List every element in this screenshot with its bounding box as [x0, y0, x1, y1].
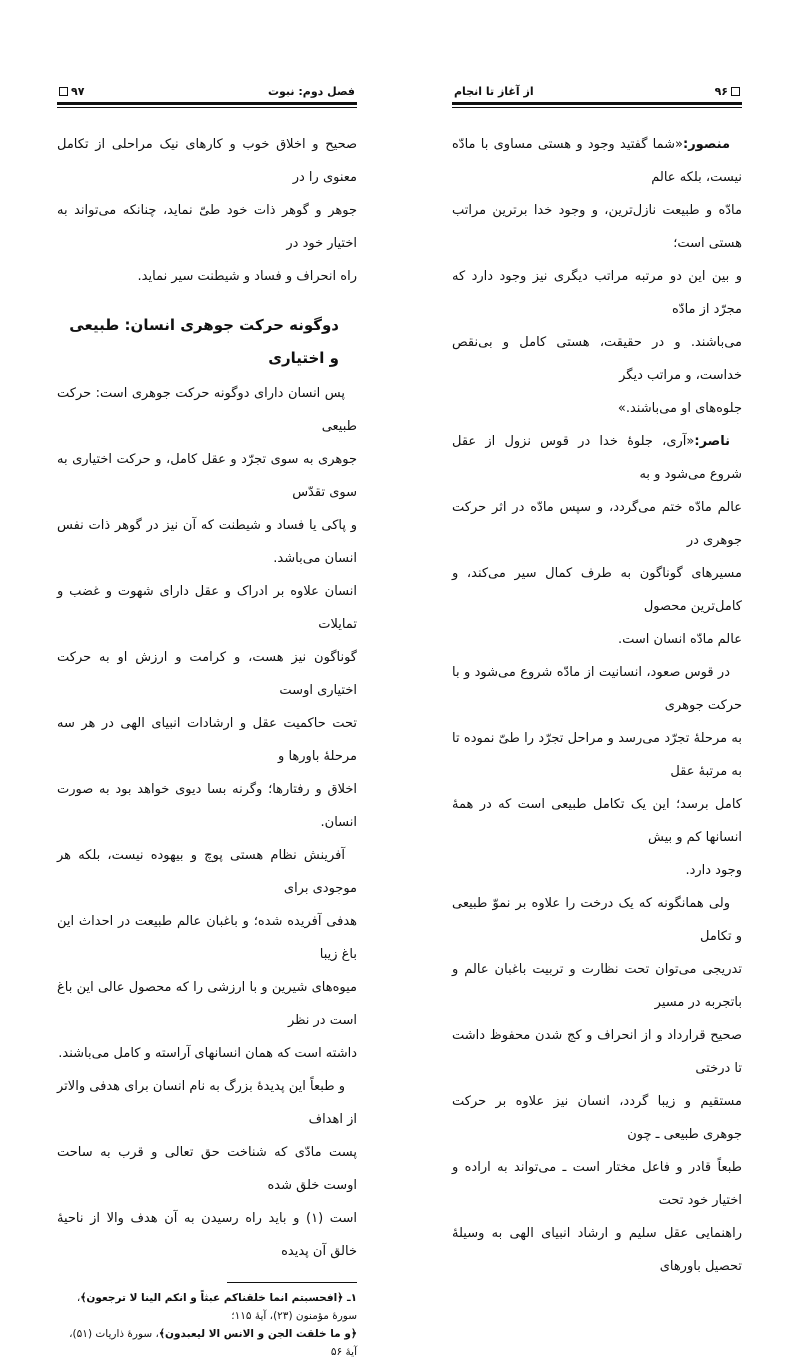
text-line: گوناگون نیز هست، و کرامت و ارزش او به حرکت اختیاری اوست [57, 650, 357, 698]
text-line: وجود دارد. [685, 863, 742, 878]
right-page [452, 80, 742, 1283]
speaker-label: ناصر: [694, 434, 730, 449]
text-line: پست مادّی که شناخت حق تعالی و قرب به ساحت اوست خلق شده [57, 1145, 357, 1193]
page-number: ۹۶ [714, 84, 728, 98]
section-heading: دوگونه حرکت جوهری انسان: طبیعی و اختیاری [69, 316, 339, 367]
text-line: کامل برسد؛ این یک تکامل طبیعی است که در همهٔ انسانها کم و بیش [452, 797, 742, 845]
text-line: و طبعاً این پدیدهٔ بزرگ به نام انسان برای هدفی والاتر از اهداف [57, 1079, 357, 1127]
text-line: در قوس صعود، انسانیت از مادّه شروع می‌شود و با حرکت جوهری [452, 665, 742, 713]
square-icon [731, 87, 740, 96]
text-line: میوه‌های شیرین و با ارزشی را که محصول عالی این باغ است در نظر [57, 980, 357, 1028]
text-line: صحیح قرارداد و از انحراف و کج شدن محفوظ داشت تا درختی [452, 1028, 742, 1076]
text-line: است (۱) و باید راه رسیدن به آن هدف والا از ناحیهٔ خالق آن پدیده [57, 1211, 357, 1259]
dialogue-text: «آری، جلوهٔ خدا در قوس نزول از عقل شروع می‌شود و به [452, 434, 742, 482]
text-line: مسیرهای گوناگون به طرف کمال سیر می‌کند، و کامل‌ترین محصول [452, 566, 742, 614]
text-line: داشته است که همان انسانهای آراسته و کامل می‌باشند. [58, 1046, 357, 1061]
left-page [57, 80, 357, 1361]
dialogue-text: «شما گفتید وجود و هستی مساوی با مادّه نیست، بلکه عالم [452, 137, 742, 185]
page-number-box [715, 85, 740, 98]
footnote-source: ، سورهٔ مؤمنون (۲۳)، آیهٔ ۱۱۵؛ [76, 1292, 357, 1322]
footnote-verse: ۱ـ ﴿افحسبتم انما خلقناکم عبثاً و انکم الینا لا ترجعون﴾ [80, 1292, 357, 1304]
text-line: طبعاً قادر و فاعل مختار است ـ می‌تواند به اراده و اختیار خود تحت [452, 1160, 742, 1208]
text-line: مادّه و طبیعت نازل‌ترین، و وجود خدا برترین مراتب هستی است؛ [452, 203, 742, 251]
text-line: آفرینش نظام هستی پوچ و بیهوده نیست، بلکه هر موجودی برای [57, 848, 357, 896]
text-line: هدفی آفریده شده؛ و باغبان عالم طبیعت در احداث این باغ زیبا [57, 914, 357, 962]
square-icon [59, 87, 68, 96]
footnote-line [57, 1289, 357, 1325]
footnote-source: ، سورهٔ ذاریات (۵۱)، آیهٔ ۵۶ [69, 1328, 357, 1358]
text-line: جوهر و گوهر ذات خود طیّ نماید، چنانکه می‌تواند به اختیار خود در [57, 203, 357, 251]
footnote-verse: ﴿و ما خلقت الجن و الانس الا لیعبدون﴾ [158, 1328, 357, 1340]
text-line: پس انسان دارای دوگونه حرکت جوهری است: حرکت طبیعی [57, 386, 357, 434]
page-header [452, 80, 742, 102]
text-line: صحیح و اخلاق خوب و کارهای نیک مراحلی از تکامل معنوی را در [57, 137, 357, 185]
text-line: تحت حاکمیت عقل و ارشادات انبیای الهی در هر سه مرحلهٔ باورها و [57, 716, 357, 764]
page-number: ۹۷ [71, 84, 85, 98]
chapter-title: فصل دوم: نبوت [267, 84, 355, 98]
text-line: راهنمایی عقل سلیم و ارشاد انبیای الهی به وسیلهٔ تحصیل باورهای [452, 1226, 742, 1274]
text-line: انسان علاوه بر ادراک و عقل دارای شهوت و غضب و تمایلات [57, 584, 357, 632]
text-line: به مرحلهٔ تجرّد می‌رسد و مراحل تجرّد را طیّ نموده تا به مرتبهٔ عقل [452, 731, 742, 779]
page-body [452, 128, 742, 1283]
text-line: و بین این دو مرتبه مراتب دیگری نیز وجود دارد که مجرّد از مادّه [452, 269, 742, 317]
footnote [57, 1289, 357, 1361]
header-rule [57, 102, 357, 105]
text-line: راه انحراف و فساد و شیطنت سیر نماید. [137, 269, 357, 284]
footnote-line [57, 1325, 357, 1361]
text-line: جوهری به سوی تجرّد و عقل کامل، و حرکت اختیاری به سوی تقدّس [57, 452, 357, 500]
page-header [57, 80, 357, 102]
text-line: تدریجی می‌توان تحت نظارت و تربیت باغبان عالم و باتجربه در مسیر [452, 962, 742, 1010]
header-rule [452, 102, 742, 105]
speaker-label: منصور: [683, 137, 730, 152]
text-line [452, 425, 742, 491]
text-line: مستقیم و زیبا گردد، انسان نیز علاوه بر حرکت جوهری طبیعی ـ چون [452, 1094, 742, 1142]
page-number-box [59, 85, 84, 98]
book-title: از آغاز تا انجام [454, 84, 534, 98]
text-line: ولی همانگونه که یک درخت را علاوه بر نموّ طبیعی و تکامل [452, 896, 742, 944]
header-rule-thin [57, 107, 357, 108]
text-line: می‌باشند. و در حقیقت، هستی کامل و بی‌نقص خداست، و مراتب دیگر [452, 335, 742, 383]
text-line: جلوه‌های او می‌باشند.» [617, 401, 742, 416]
footnote-rule [227, 1282, 357, 1283]
text-line: عالم مادّه انسان است. [618, 632, 742, 647]
text-line: اخلاق و رفتارها؛ وگرنه بسا دیوی خواهد بود به صورت انسان. [57, 782, 357, 830]
text-line: و پاکی یا فساد و شیطنت که آن نیز در گوهر ذات نفس انسان می‌باشد. [57, 518, 357, 566]
header-rule-thin [452, 107, 742, 108]
text-line [452, 128, 742, 194]
text-line: عالم مادّه ختم می‌گردد، و سپس مادّه در اثر حرکت جوهری در [452, 500, 742, 548]
page-body [57, 128, 357, 1268]
